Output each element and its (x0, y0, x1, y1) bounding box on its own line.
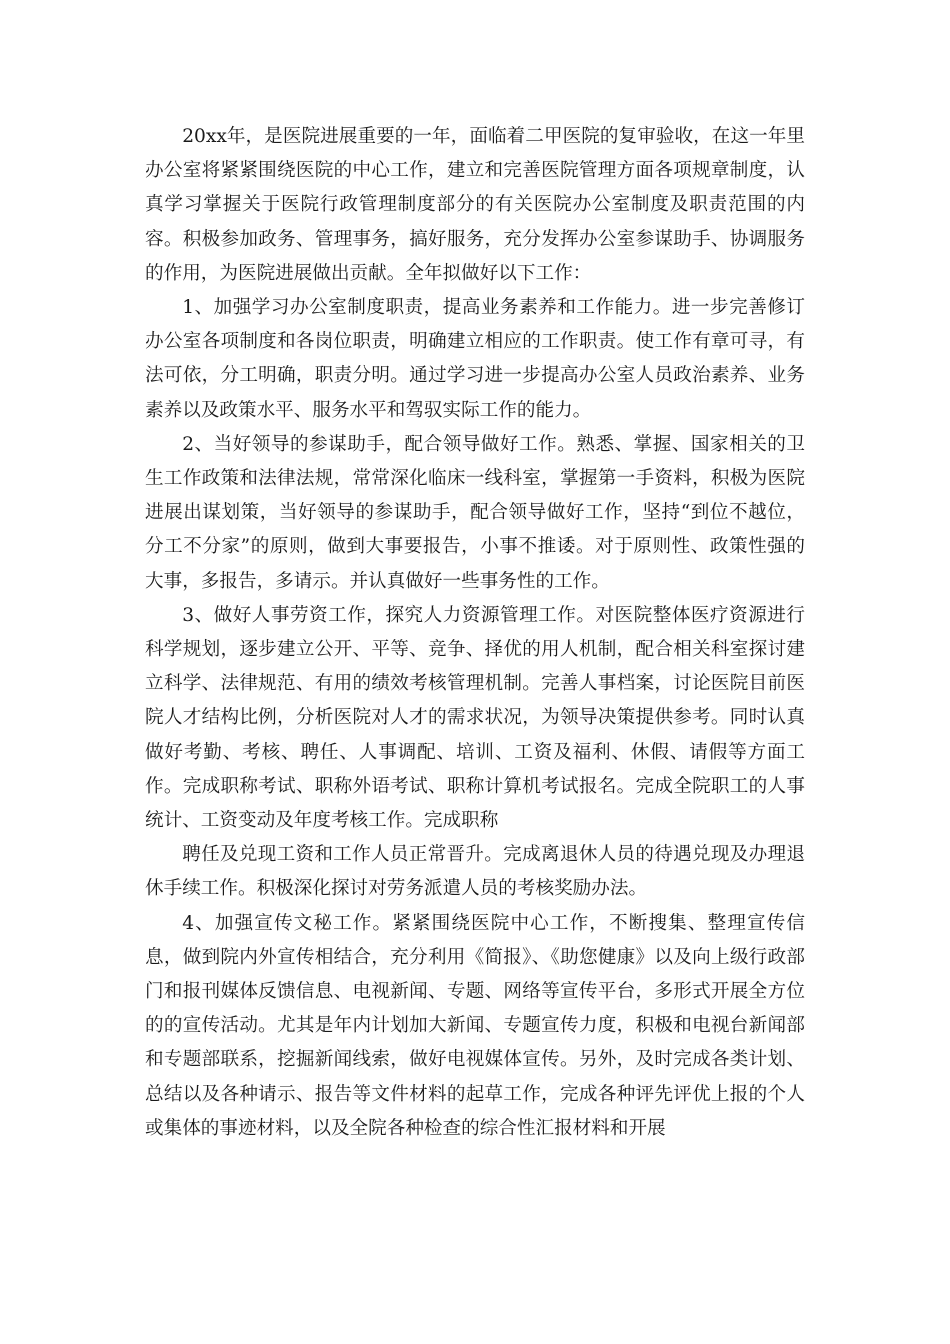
paragraph-item-2: 2、当好领导的参谋助手，配合领导做好工作。熟悉、掌握、国家相关的卫生工作政策和法律法规，常常深化临床一线科室，掌握第一手资料，积极为医院进展出谋划策，当好领导的参谋助手，配合领导做好工作，坚持“到位不越位，分工不分家”的原则，做到大事要报告，小事不推诿。对于原则性、政策性强的大事，多报告，多请示。并认真做好一些事务性的工作。 (145, 433, 805, 592)
document-body (145, 120, 805, 1146)
paragraph-item-4: 4、加强宣传文秘工作。紧紧围绕医院中心工作，不断搜集、整理宣传信息，做到院内外宣传相结合，充分利用《简报》、《助您健康》以及向上级行政部门和报刊媒体反馈信息、电视新闻、专题、网络等宣传平台，多形式开展全方位的的宣传活动。尤其是年内计划加大新闻、专题宣传力度，积极和电视台新闻部和专题部联系，挖掘新闻线索，做好电视媒体宣传。另外，及时完成各类计划、总结以及各种请示、报告等文件材料的起草工作，完成各种评先评优上报的个人或集体的事迹材料，以及全院各种检查的综合性汇报材料和开展 (145, 912, 805, 1139)
paragraph-item-3: 3、做好人事劳资工作，探究人力资源管理工作。对医院整体医疗资源进行科学规划，逐步建立公开、平等、竞争、择优的用人机制，配合相关科室探讨建立科学、法律规范、有用的绩效考核管理机制。完善人事档案，讨论医院目前医院人才结构比例，分析医院对人才的需求状况，为领导决策提供参考。同时认真做好考勤、考核、聘任、人事调配、培训、工资及福利、休假、请假等方面工作。完成职称考试、职称外语考试、职称计算机考试报名。完成全院职工的人事统计、工资变动及年度考核工作。完成职称 (145, 604, 805, 832)
paragraph-intro: 20xx年，是医院进展重要的一年，面临着二甲医院的复审验收，在这一年里办公室将紧紧围绕医院的中心工作，建立和完善医院管理方面各项规章制度，认真学习掌握关于医院行政管理制度部分的有关医院办公室制度及职责范围的内容。积极参加政务、管理事务，搞好服务，充分发挥办公室参谋助手、协调服务的作用，为医院进展做出贡献。全年拟做好以下工作： (145, 126, 805, 284)
paragraph-item-1: 1、加强学习办公室制度职责，提高业务素养和工作能力。进一步完善修订办公室各项制度和各岗位职责，明确建立相应的工作职责。使工作有章可寻，有法可依，分工明确，职责分明。通过学习进一步提高办公室人员政治素养、业务素养以及政策水平、服务水平和驾驭实际工作的能力。 (145, 297, 805, 421)
paragraph-item-3-continued: 聘任及兑现工资和工作人员正常晋升。完成离退休人员的待遇兑现及办理退休手续工作。积极深化探讨对劳务派遣人员的考核奖励办法。 (145, 844, 805, 900)
